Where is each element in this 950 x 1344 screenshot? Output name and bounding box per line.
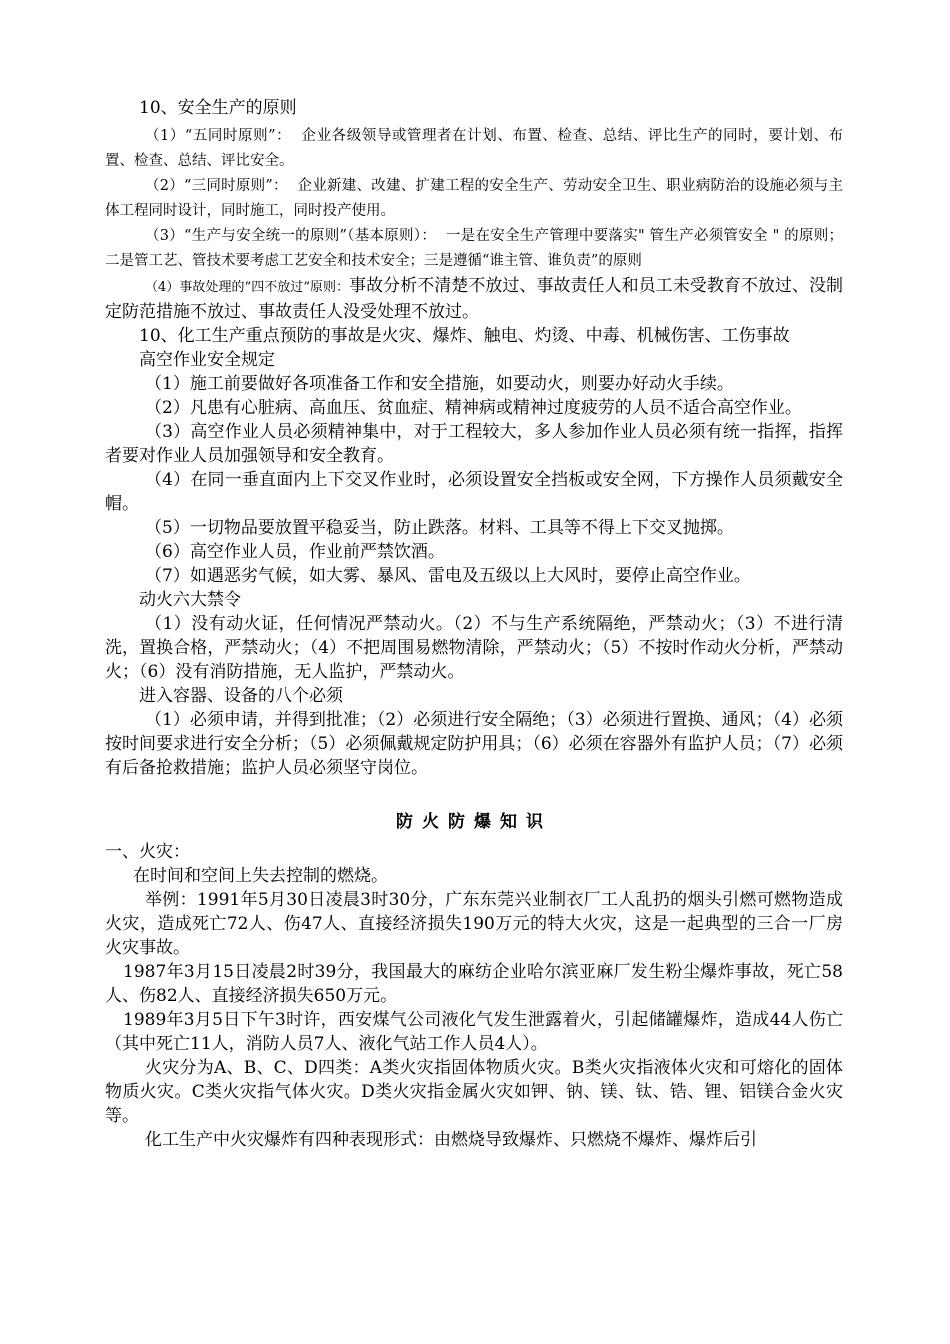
principle-text: 企业新建、改建、扩建工程的安全生产、劳动安全卫生、职业病防治的设施必须与主体工程同时设计，同时施工，同时投产使用。 [105, 178, 843, 219]
principle-text: 企业各级领导或管理者在计划、布置、检查、总结、评比生产的同时，要计划、布置、检查、总结、评比安全。 [105, 128, 844, 169]
vessel-title: 进入容器、设备的八个必须 [139, 686, 343, 706]
section-heading: 10、安全生产的原则 [139, 98, 297, 118]
principle-label: （2）“三同时原则”： [145, 178, 288, 194]
vessel-text: （1）必须申请，并得到批准；（2）必须进行安全隔绝；（3）必须进行置换、通风；（4）必须按时间要求进行安全分析；（5）必须佩戴规定防护用具；（6）必须在容器外有监护人员；（7）必须有后备抢救措施；监护人员必须坚守岗位。 [105, 710, 843, 778]
principle-3 [105, 224, 843, 274]
fire-bans-title: 动火六大禁令 [139, 590, 241, 610]
fire-bans-text: （1）没有动火证，任何情况严禁动火。（2）不与生产系统隔绝，严禁动火；（3）不进行清洗，置换合格，严禁动火；（4）不把周围易燃物清除，严禁动火；（5）不按时作动火分析，严禁动火；（6）没有消防措施，无人监护，严禁动火。 [105, 614, 843, 682]
height-rule: （2）凡患有心脏病、高血压、贫血症、精神病或精神过度疲劳的人员不适合高空作业。 [145, 398, 802, 418]
fire-forms: 化工生产中火灾爆炸有四种表现形式：由燃烧导致爆炸、只燃烧不爆炸、爆炸后引 [145, 1130, 757, 1150]
height-rule: （5）一切物品要放置平稳妥当，防止跌落。材料、工具等不得上下交叉抛掷。 [145, 518, 734, 538]
principle-text: 事故分析不清楚不放过、事故责任人和员工未受教育不放过、没制定防范措施不放过、事故责任人没受处理不放过。 [105, 276, 843, 322]
fire-heading: 一、火灾： [105, 842, 190, 862]
height-rule: （1）施工前要做好各项准备工作和安全措施，如要动火，则要办好动火手续。 [145, 374, 734, 394]
chem-accidents: 10、化工生产重点预防的事故是火灾、爆炸、触电、灼烫、中毒、机械伤害、工伤事故 [139, 326, 790, 346]
height-rule: （7）如遇恶劣气候，如大雾、暴风、雷电及五级以上大风时，要停止高空作业。 [145, 566, 751, 586]
height-rules-title: 高空作业安全规定 [139, 350, 275, 370]
principle-label: （4）事故处理的“四不放过”原则： [145, 280, 350, 295]
height-rule: （6）高空作业人员，作业前严禁饮酒。 [145, 542, 445, 562]
principle-1 [105, 124, 843, 174]
height-rule: （3）高空作业人员必须精神集中，对于工程较大，多人参加作业人员必须有统一指挥，指挥者要对作业人员加强领导和安全教育。 [105, 422, 843, 466]
fire-section-title: 防火防爆知识 [396, 812, 552, 832]
fire-example: 举例：1991年5月30日凌晨3时30分，广东东莞兴业制衣厂工人乱扔的烟头引燃可燃物造成火灾，造成死亡72人、伤47人、直接经济损失190万元的特大火灾，这是一起典型的三合一厂房火灾事故。 [105, 890, 843, 958]
fire-classes: 火灾分为A、B、C、D四类：A类火灾指固体物质火灾。B类火灾指液体火灾和可熔化的固体物质火灾。C类火灾指气体火灾。D类火灾指金属火灾如钾、钠、镁、钛、锆、锂、铝镁合金火灾等。 [105, 1058, 843, 1126]
fire-example: 1989年3月5日下午3时许，西安煤气公司液化气发生泄露着火，引起储罐爆炸，造成44人伤亡（其中死亡11人，消防人员7人、液化气站工作人员4人）。 [105, 1010, 843, 1054]
principle-label: （3）“生产与安全统一的原则”（基本原则）： [145, 228, 437, 244]
principle-text: 一是在安全生产管理中要落实" 管生产必须管安全 " 的原则；二是管工艺、管技术要考虑工艺安全和技术安全；三是遵循“谁主管、谁负责”的原则 [105, 228, 843, 269]
principle-2 [105, 174, 843, 224]
fire-definition: 在时间和空间上失去控制的燃烧。 [133, 866, 388, 886]
height-rule: （4）在同一垂直面内上下交叉作业时，必须设置安全挡板或安全网，下方操作人员须戴安全帽。 [105, 470, 843, 514]
document-page [105, 96, 843, 1152]
principle-label: （1）“五同时原则”： [145, 128, 292, 144]
principle-4 [105, 274, 843, 324]
fire-example: 1987年3月15日凌晨2时39分，我国最大的麻纺企业哈尔滨亚麻厂发生粉尘爆炸事故，死亡58人、伤82人、直接经济损失650万元。 [105, 962, 843, 1006]
